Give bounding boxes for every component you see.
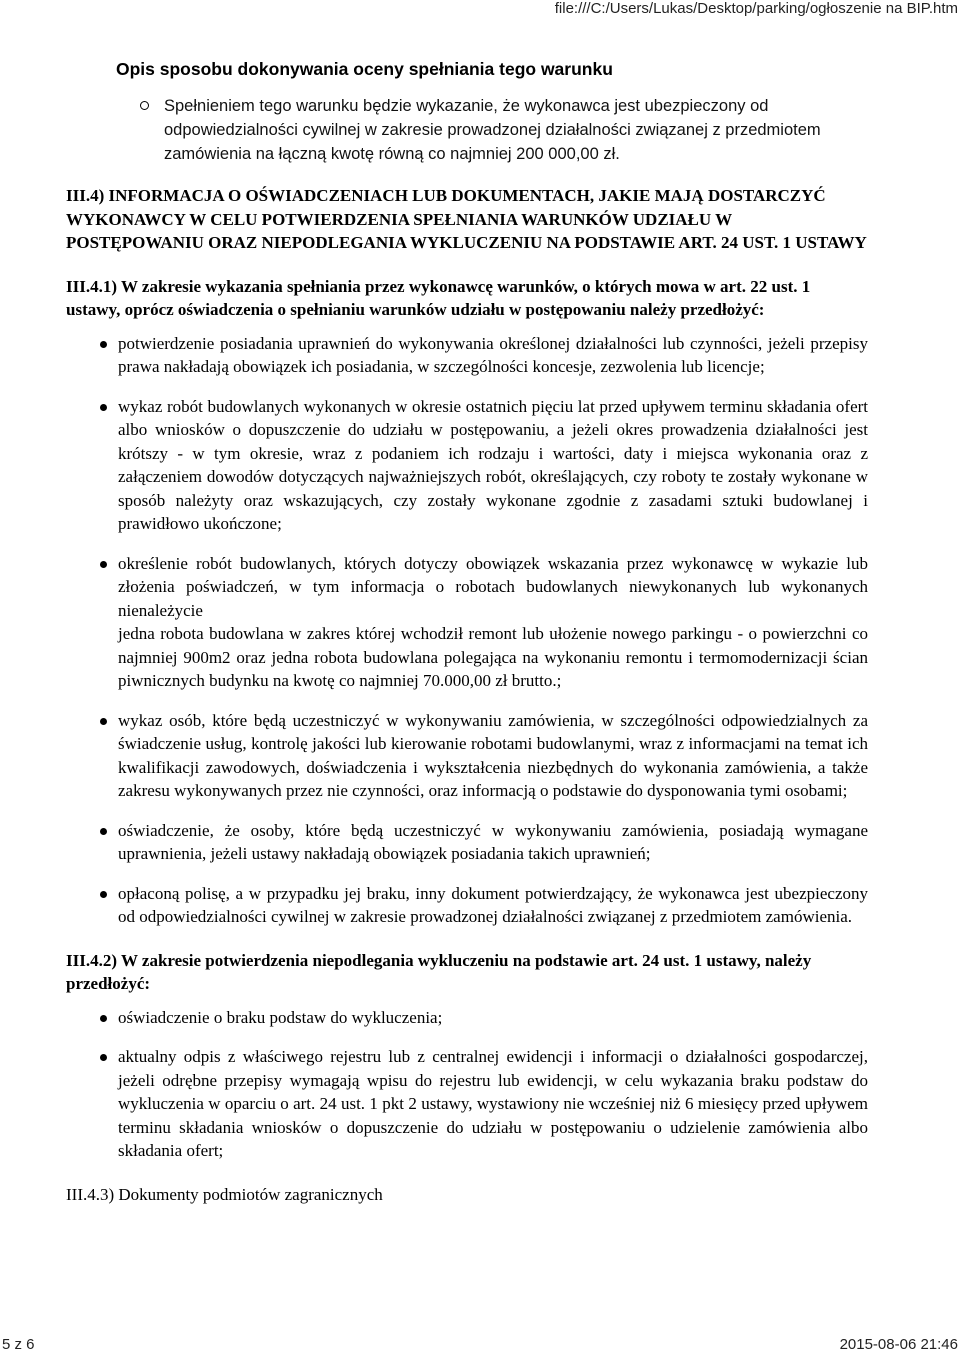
bullet-icon [100, 341, 107, 348]
list-item [118, 882, 868, 929]
print-footer-page-number: 5 z 6 [2, 1336, 35, 1353]
section-III4-3-title: III.4.3) Dokumenty podmiotów zagranicznych [66, 1184, 383, 1204]
print-header-url: file:///C:/Users/Lukas/Desktop/parking/ogłoszenie na BIP.htm [554, 0, 958, 17]
circle-bullet-icon [140, 101, 149, 110]
list-item-extra-text: jedna robota budowlana w zakres której wchodził remont lub ułożenie nowego parkingu - o powierzchni co najmniej 900m2 oraz jedna robota budowlana polegająca na wykonaniu remontu i termomodernizacji ścian piwnicznych budynku na kwotę co najmniej 70.000,00 zł brutto.; [118, 624, 868, 690]
bullet-icon [100, 1015, 107, 1022]
bullet-icon [100, 718, 107, 725]
list-item [118, 709, 868, 803]
bullet-icon [100, 828, 107, 835]
assessment-item-text: Spełnieniem tego warunku będzie wykazanie, że wykonawca jest ubezpieczony od odpowiedzialności cywilnej w zakresie prowadzonej działalności związanej z przedmiotem zamówienia na łączną kwotę równą co najmniej 200 000,00 zł. [164, 97, 821, 163]
list-item [118, 332, 868, 379]
assessment-heading: Opis sposobu dokonywania oceny spełniania tego warunku [116, 59, 613, 79]
list-item [118, 552, 868, 693]
bullet-icon [100, 561, 107, 568]
print-footer-datetime: 2015-08-06 21:46 [839, 1336, 958, 1353]
document-content [66, 56, 868, 1206]
list-item-text: oświadczenie o braku podstaw do wykluczenia; [118, 1007, 443, 1027]
bullet-icon [100, 891, 107, 898]
list-item [118, 1006, 868, 1030]
list-item-text: potwierdzenie posiadania uprawnień do wykonywania określonej działalności lub czynności, jeżeli przepisy prawa nakładają obowiązek ich posiadania, w szczególności koncesje, zezwolenia lub licencje; [118, 333, 868, 376]
list-item-text: oświadczenie, że osoby, które będą uczestniczyć w wykonywaniu zamówienia, posiadają wymagane uprawnienia, jeżeli ustawy nakładają obowiązek posiadania takich uprawnień; [118, 820, 868, 863]
bullet-icon [100, 404, 107, 411]
list-item [118, 1045, 868, 1163]
list-item-text: aktualny odpis z właściwego rejestru lub z centralnej ewidencji i informacji o działalności gospodarczej, jeżeli odrębne przepisy wymagają wpisu do rejestru lub ewidencji, w celu wykazania braku podstaw do wykluczenia w oparciu o art. 24 ust. 1 pkt 2 ustawy, wystawiony nie wcześniej niż 6 miesięcy przed upływem terminu składania wniosków o dopuszczenie do udziału w postępowaniu o udzielenie zamówienia albo składania ofert; [118, 1047, 868, 1160]
section-III4-title: III.4) INFORMACJA O OŚWIADCZENIACH LUB DOKUMENTACH, JAKIE MAJĄ DOSTARCZYĆ WYKONAWCY W CELU POTWIERDZENIA SPEŁNIANIA WARUNKÓW UDZIAŁU W POSTĘPOWANIU ORAZ NIEPODLEGANIA WYKLUCZENIU NA PODSTAWIE ART. 24 UST. 1 USTAWY [66, 186, 867, 252]
list-item [118, 819, 868, 866]
section-III4-2-title: III.4.2) W zakresie potwierdzenia niepodlegania wykluczeniu na podstawie art. 24 ust. 1 ustawy, należy przedłożyć: [66, 950, 812, 993]
list-item-text: wykaz osób, które będą uczestniczyć w wykonywaniu zamówienia, w szczególności odpowiedzialnych za świadczenie usług, kontrolę jakości lub kierowanie robotami budowlanymi, wraz z informacjami na temat ich kwalifikacji zawodowych, doświadczenia i wykształcenia niezbędnych do wykonania zamówienia, a także zakresu wykonywanych przez nie czynności, oraz informacją o podstawie do dysponowania tymi osobami; [118, 710, 868, 800]
list-item-text: opłaconą polisę, a w przypadku jej braku, inny dokument potwierdzający, że wykonawca jest ubezpieczony od odpowiedzialności cywilnej w zakresie prowadzonej działalności związanej z przedmiotem zamówienia. [118, 883, 868, 926]
section-III4-2-list [66, 1006, 868, 1163]
assessment-item [164, 94, 868, 166]
section-III4-1-title: III.4.1) W zakresie wykazania spełniania przez wykonawcę warunków, o których mowa w art. 22 ust. 1 ustawy, oprócz oświadczenia o spełnianiu warunków udziału w postępowaniu należy przedłożyć: [66, 276, 811, 319]
list-item-text: wykaz robót budowlanych wykonanych w okresie ostatnich pięciu lat przed upływem terminu składania ofert albo wniosków o dopuszczenie do udziału w postępowaniu, a jeżeli okres prowadzenia działalności jest krótszy - w tym okresie, wraz z podaniem ich rodzaju i wartości, daty i miejsca wykonania oraz z załączeniem dowodów dotyczących najważniejszych robót, określających, czy roboty te zostały wykonane w sposób należyty oraz wskazujących, czy zostały wykonane zgodnie z zasadami sztuki budowlanej i prawidłowo ukończone; [118, 396, 868, 533]
assessment-list [66, 94, 868, 166]
bullet-icon [100, 1054, 107, 1061]
list-item [118, 395, 868, 536]
list-item-text: określenie robót budowlanych, których dotyczy obowiązek wskazania przez wykonawcę w wykazie lub złożenia poświadczeń, w tym informacja o robotach budowlanych niewykonanych lub wykonanych nienależycie [118, 553, 868, 620]
section-III4-1-list [66, 332, 868, 929]
